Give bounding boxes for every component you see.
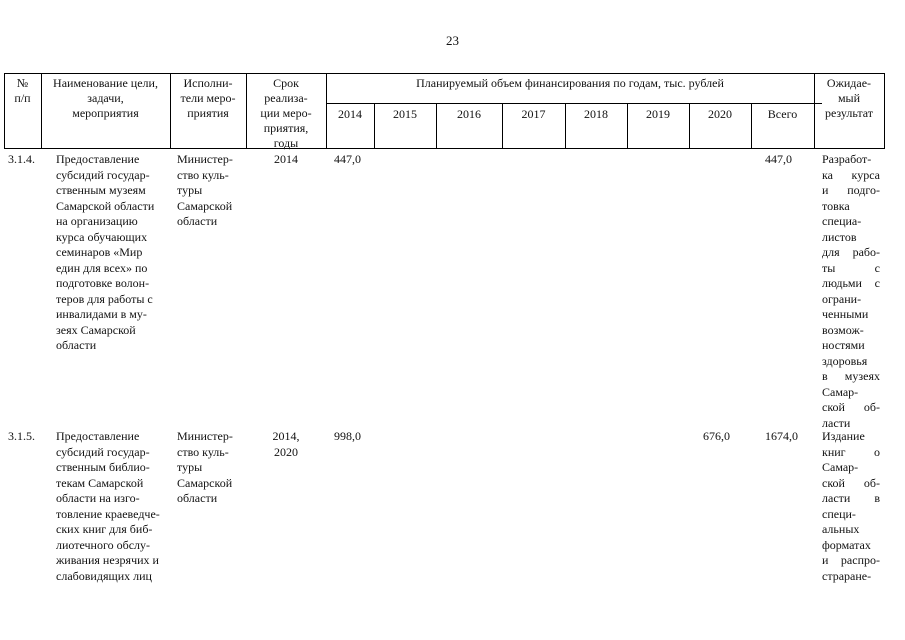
header-year-2015: 2015: [393, 107, 417, 121]
row-314-name: Предоставление субсидий государ- ственным музеям Самарской области на организацию курса обучающих семинаров «Мир един для всех» по подготовке волон- теров для работы с инвалидами в му- зеях Самарской области: [56, 152, 155, 352]
result-line: листов: [822, 229, 857, 244]
row-315-executors: Министер- ство куль- туры Самарской области: [177, 429, 233, 505]
header-total: Всего: [767, 107, 798, 121]
row-314-executors: Министер- ство куль- туры Самарской области: [177, 152, 233, 228]
result-line: ласти: [822, 415, 851, 430]
row-314-result: [822, 152, 880, 431]
result-line: специа-: [822, 214, 862, 228]
header-year-2019: 2019: [646, 107, 670, 121]
row-315-2020: 676,0: [703, 429, 730, 443]
row-315-result: [822, 429, 880, 584]
header-executors: Исполни- тели меро- приятия: [180, 76, 236, 120]
result-line: товка: [822, 198, 850, 213]
result-line: форматах: [822, 537, 871, 552]
result-line: Разработ-: [822, 152, 872, 166]
result-line: ской об-: [822, 400, 880, 414]
result-line: и подго-: [822, 183, 880, 197]
header-term: Срок реализа- ции меро- приятия, годы: [260, 76, 312, 150]
result-line: специ-: [822, 506, 856, 521]
result-line: Самар-: [822, 384, 859, 399]
result-line: ограни-: [822, 291, 862, 306]
row-314-2014: 447,0: [334, 152, 361, 166]
header-financing: Планируемый объем финансирования по годам, тыс. рублей: [416, 76, 724, 90]
header-year-2018: 2018: [584, 107, 608, 121]
header-num: № п/п: [14, 76, 31, 105]
result-line: книг о: [822, 444, 880, 459]
result-line: здоровья: [822, 353, 868, 368]
result-line: Самар-: [822, 460, 859, 474]
header-year-2020: 2020: [708, 107, 732, 121]
result-line: ласти в: [822, 491, 880, 505]
years-header-divider: [326, 103, 822, 104]
result-line: ты с: [822, 260, 880, 275]
header-year-2016: 2016: [457, 107, 481, 121]
result-line: Издание: [822, 429, 865, 443]
result-line: возмож-: [822, 322, 864, 337]
row-314-term: 2014: [274, 152, 298, 166]
result-line: людьми с: [822, 276, 880, 290]
header-year-2017: 2017: [521, 107, 546, 121]
result-line: ченными: [822, 307, 869, 321]
header-bottom-border: [4, 148, 884, 149]
result-line: ской об-: [822, 475, 880, 490]
result-line: и распро-: [822, 553, 880, 567]
row-315-name: Предоставление субсидий государ- ственным библио- текам Самарской области на изго- товление краеведче- ских книг для биб- лиотечного обслу- живания незрячих и слабовидящих лиц: [56, 429, 160, 583]
row-314-num: 3.1.4.: [8, 152, 35, 166]
header-result: Ожидае- мый результат: [824, 76, 874, 120]
result-line: ностями: [822, 338, 865, 352]
result-line: альных: [822, 522, 860, 536]
row-315-2014: 998,0: [334, 429, 361, 443]
result-line: ка курса: [822, 167, 880, 182]
result-line: для рабо-: [822, 245, 880, 259]
table-top-border: [4, 73, 884, 74]
row-315-num: 3.1.5.: [8, 429, 35, 443]
row-315-term: 2014, 2020: [272, 429, 300, 459]
header-name: Наименование цели, задачи, мероприятия: [53, 76, 158, 120]
row-314-total: 447,0: [765, 152, 792, 166]
result-line: страране-: [822, 568, 872, 583]
row-315-total: 1674,0: [765, 429, 798, 443]
header-year-2014: 2014: [338, 107, 362, 121]
page-number: 23: [446, 33, 459, 48]
result-line: в музеях: [822, 369, 880, 383]
col-border-end: [884, 73, 885, 149]
